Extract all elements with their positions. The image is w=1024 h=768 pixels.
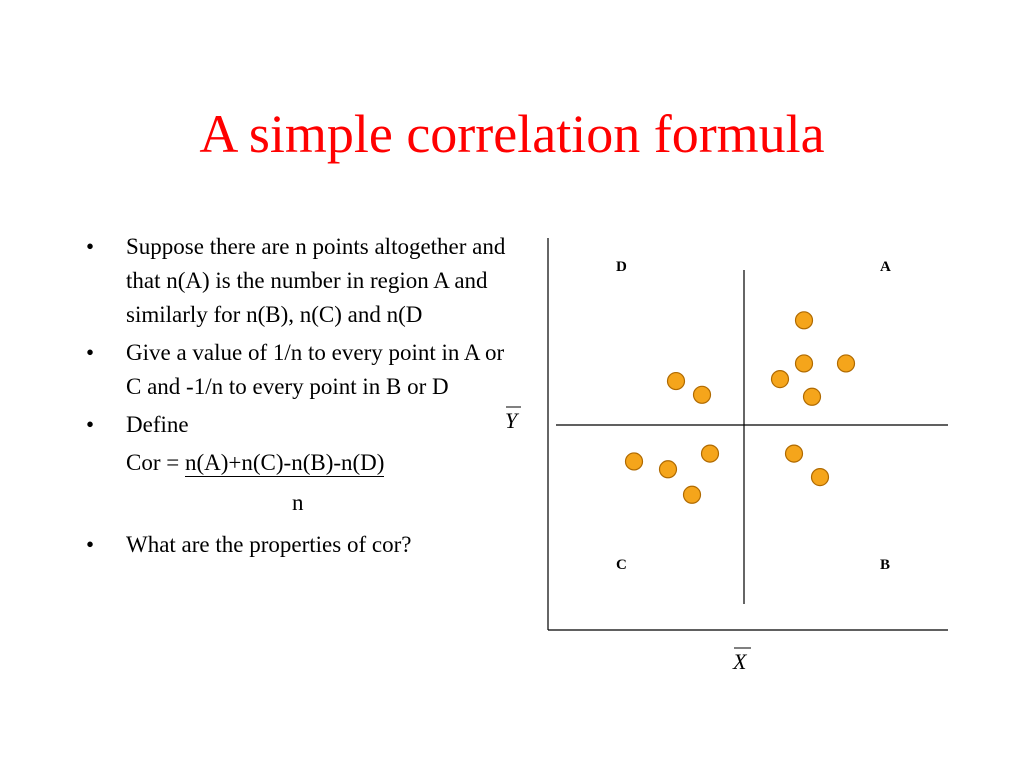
data-point bbox=[668, 373, 685, 390]
slide-title: A simple correlation formula bbox=[199, 104, 825, 164]
bullet-marker: • bbox=[86, 234, 95, 259]
bullet-text: Define bbox=[126, 412, 189, 437]
y-axis-label: Y bbox=[505, 408, 518, 433]
quadrant-label-d: D bbox=[616, 259, 627, 275]
data-point bbox=[796, 312, 813, 329]
data-point bbox=[626, 453, 643, 470]
data-point bbox=[796, 355, 813, 372]
quadrant-label-b: B bbox=[880, 557, 891, 573]
data-point bbox=[786, 445, 803, 462]
quadrant-label-c: C bbox=[616, 557, 627, 573]
data-point bbox=[812, 469, 829, 486]
formula-denominator: n bbox=[292, 490, 304, 515]
data-point bbox=[684, 486, 701, 503]
data-point bbox=[772, 371, 789, 388]
bullet-marker: • bbox=[86, 532, 95, 557]
formula-numerator: n(A)+n(C)-n(B)-n(D) bbox=[184, 450, 385, 475]
quadrant-label-a: A bbox=[880, 259, 891, 275]
data-point bbox=[702, 445, 719, 462]
bullet-text: Suppose there are n points altogether and that n(A) is the number in region A and similarly for n(B), n(C) and n(D bbox=[126, 234, 506, 327]
data-point bbox=[660, 461, 677, 478]
data-points bbox=[626, 312, 855, 503]
bullet-text: What are the properties of cor? bbox=[126, 532, 412, 557]
data-point bbox=[694, 386, 711, 403]
bullet-marker: • bbox=[86, 340, 95, 365]
bullet-text: Give a value of 1/n to every point in A or C and -1/n to every point in B or D bbox=[126, 340, 505, 399]
data-point bbox=[804, 388, 821, 405]
bullet-marker: • bbox=[86, 412, 95, 437]
data-point bbox=[838, 355, 855, 372]
x-axis-label: X bbox=[733, 649, 747, 674]
formula-prefix: Cor = bbox=[126, 450, 185, 475]
